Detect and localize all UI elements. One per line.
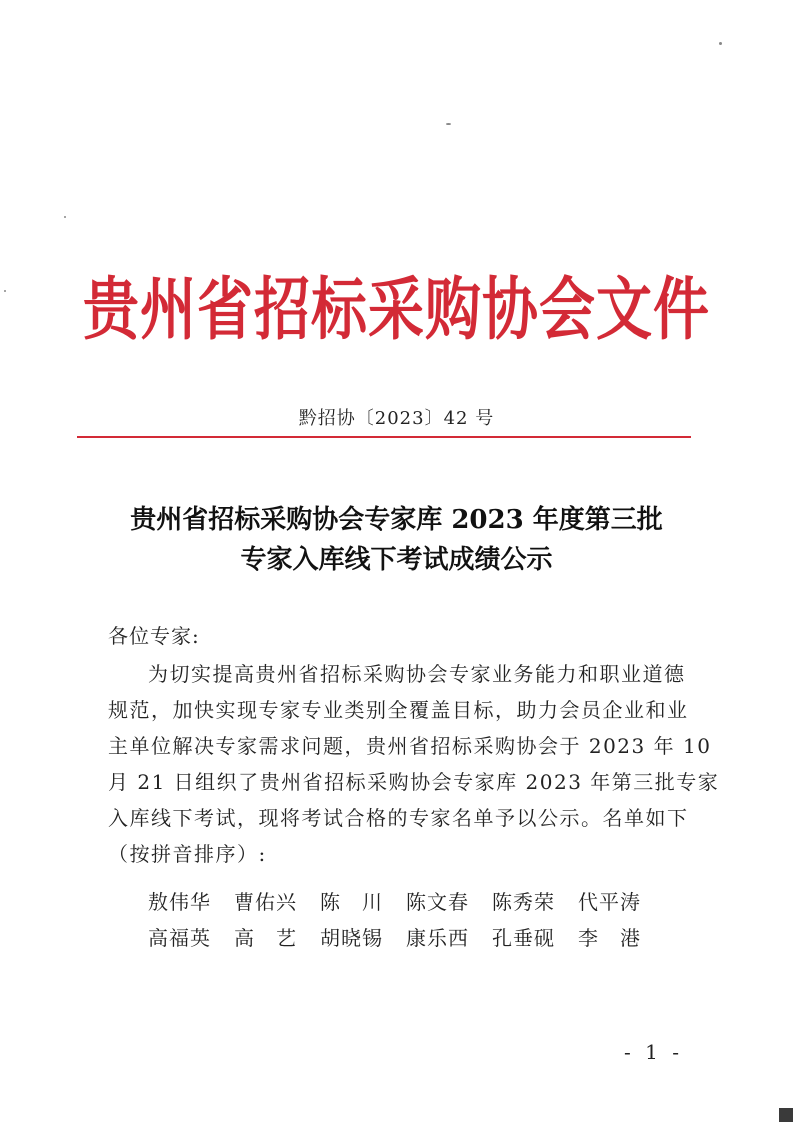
- body-line: （按拼音排序）:: [108, 842, 267, 866]
- expert-name: 高 艺: [234, 926, 297, 950]
- expert-name: 陈文春: [406, 890, 469, 914]
- scan-speck: [64, 216, 66, 218]
- expert-name: 代平涛: [578, 890, 641, 914]
- scan-speck: [719, 42, 722, 45]
- expert-name: 陈秀荣: [492, 890, 555, 914]
- scan-speck: [446, 123, 451, 125]
- document-number: 黔招协〔2023〕42 号: [298, 408, 495, 429]
- expert-name: 李 港: [578, 926, 641, 950]
- expert-name: 康乐西: [406, 926, 469, 950]
- body-line: 月 21 日组织了贵州省招标采购协会专家库 2023 年第三批专家: [108, 770, 720, 794]
- header-divider: [77, 436, 691, 438]
- expert-name: 陈 川: [320, 890, 383, 914]
- scan-speck: [4, 290, 6, 292]
- body-line: 为切实提高贵州省招标采购协会专家业务能力和职业道德: [148, 662, 686, 686]
- name-row: [148, 884, 664, 920]
- expert-name: 高福英: [148, 926, 211, 950]
- expert-name: 曹佑兴: [234, 890, 297, 914]
- expert-name: 敖伟华: [148, 890, 211, 914]
- body-line: 入库线下考试，现将考试合格的专家名单予以公示。名单如下: [108, 806, 689, 830]
- notice-title-line: 专家入库线下考试成绩公示: [240, 545, 553, 575]
- notice-title: [60, 500, 733, 580]
- salutation: 各位专家:: [108, 624, 200, 648]
- scan-edge-mark: [779, 1108, 793, 1122]
- name-row: [148, 920, 664, 956]
- body-paragraph: [108, 656, 720, 872]
- body-line: 主单位解决专家需求问题，贵州省招标采购协会于 2023 年 10: [108, 734, 712, 758]
- expert-name: 胡晓锡: [320, 926, 383, 950]
- body-line: 规范，加快实现专家专业类别全覆盖目标，助力会员企业和业: [108, 698, 689, 722]
- notice-title-line: 贵州省招标采购协会专家库 2023 年度第三批: [130, 505, 663, 535]
- issuer-title: 贵州省招标采购协会文件: [83, 270, 710, 350]
- expert-name: 孔垂砚: [492, 926, 555, 950]
- page-number: - 1 -: [624, 1040, 683, 1064]
- expert-name-list: [148, 884, 664, 956]
